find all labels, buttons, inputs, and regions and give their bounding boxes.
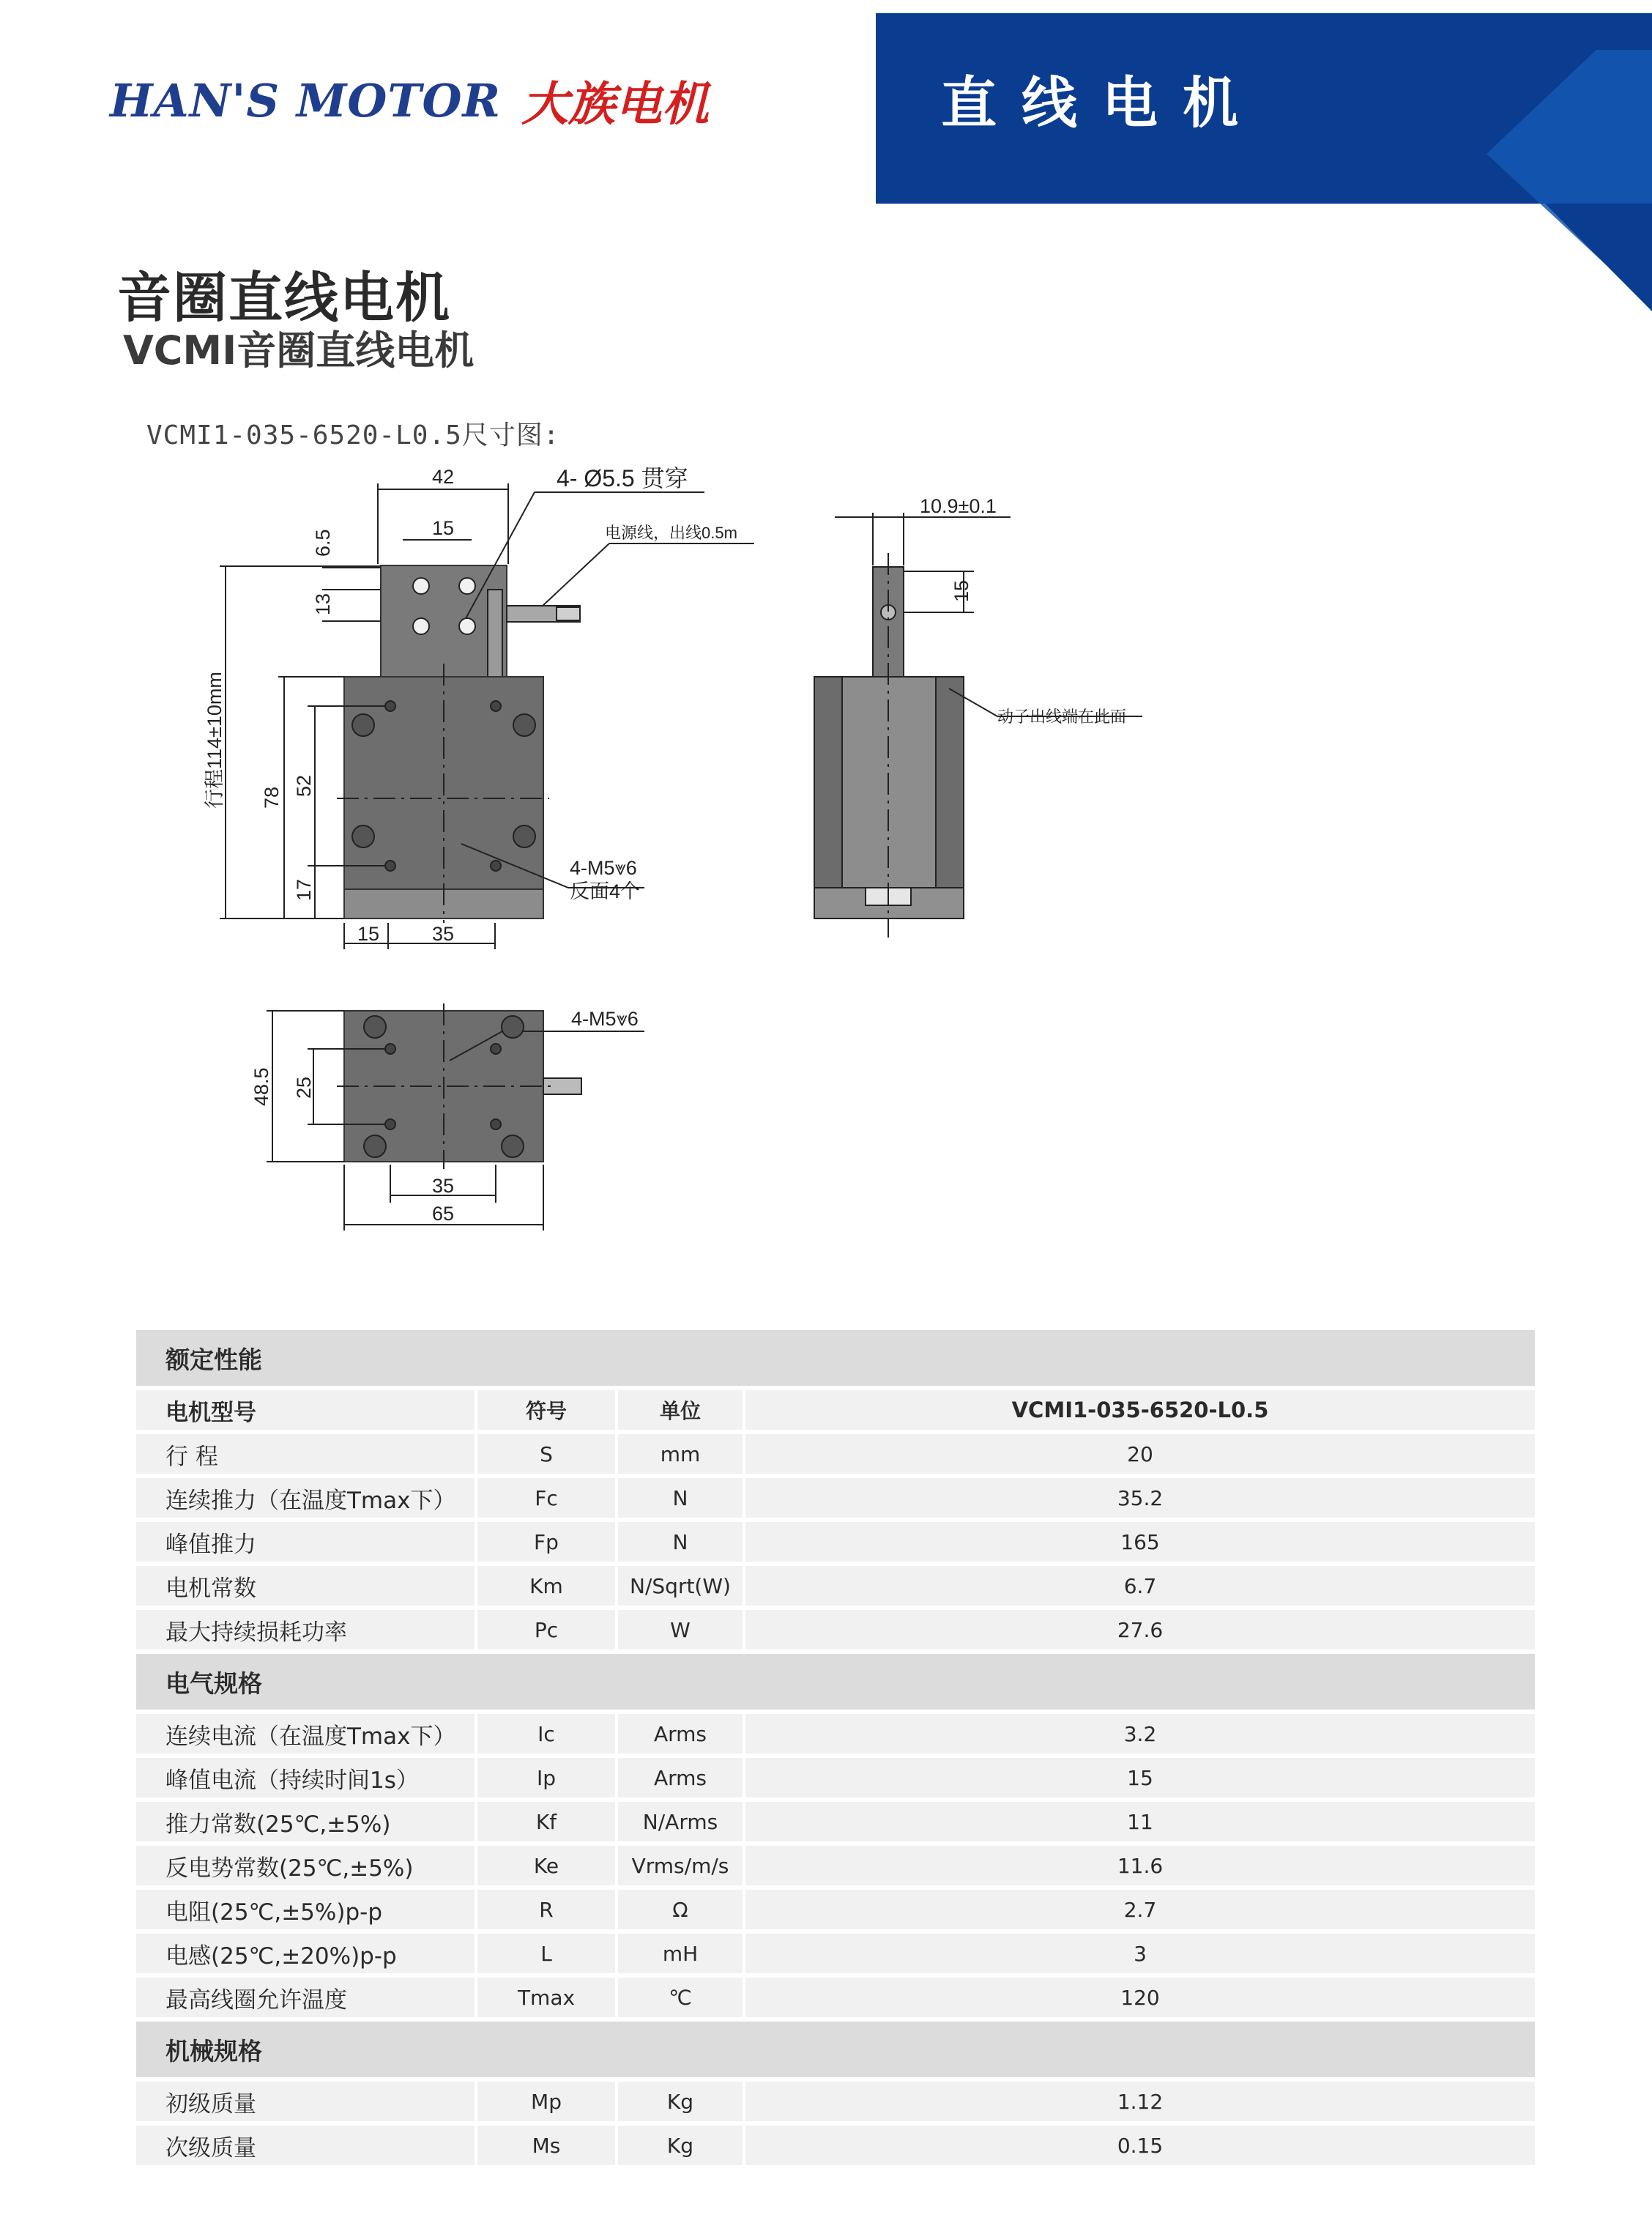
row-symbol: Kf (475, 1802, 615, 1841)
row-value: 2.7 (743, 1890, 1535, 1929)
row-unit: Vrms/m/s (615, 1846, 743, 1885)
row-value: 11.6 (743, 1846, 1535, 1885)
row-name: 次级质量 (136, 2126, 475, 2165)
label-power-cable: 电源线，出线0.5m (605, 524, 737, 542)
row-value: 0.15 (743, 2126, 1535, 2165)
dim-35-bottom: 35 (432, 923, 455, 945)
section-title: 电气规格 (136, 1654, 1535, 1710)
row-name: 最高线圈允许温度 (136, 1978, 475, 2017)
row-name: 电感(25℃,±20%)p-p (136, 1934, 475, 1973)
table-row (136, 1434, 1535, 1474)
row-unit: Kg (615, 2082, 743, 2121)
row-unit: Arms (615, 1714, 743, 1753)
row-value: 3.2 (743, 1714, 1535, 1753)
spec-table (136, 1326, 1535, 2170)
row-name: 连续电流（在温度Tmax下） (136, 1714, 475, 1753)
table-row (136, 1934, 1535, 1973)
row-unit: W (615, 1610, 743, 1649)
row-value: 15 (743, 1758, 1535, 1797)
row-symbol: Ic (475, 1714, 615, 1753)
row-unit: N/Arms (615, 1802, 743, 1841)
label-m5-top: 4-M5⩔6 (571, 1008, 639, 1030)
row-symbol: Tmax (475, 1978, 615, 2017)
row-unit: Ω (615, 1890, 743, 1929)
row-name: 行 程 (136, 1434, 475, 1474)
row-unit: N/Sqrt(W) (615, 1566, 743, 1606)
table-row (136, 2082, 1535, 2121)
dim-25: 25 (293, 1076, 315, 1099)
row-value: 120 (743, 1978, 1535, 2017)
dim-6-5: 6.5 (312, 529, 334, 557)
table-row (136, 1802, 1535, 1841)
section-title: 机械规格 (136, 2022, 1535, 2077)
table-row (136, 1714, 1535, 1753)
dim-35-top-view: 35 (432, 1175, 455, 1197)
row-name: 推力常数(25℃,±5%) (136, 1802, 475, 1841)
row-symbol: R (475, 1890, 615, 1929)
table-row (136, 2126, 1535, 2165)
row-value: 3 (743, 1934, 1535, 1973)
table-row (136, 1846, 1535, 1885)
dim-52: 52 (293, 774, 315, 797)
row-symbol: Ms (475, 2126, 615, 2165)
header-symbol: 符号 (475, 1390, 615, 1430)
row-unit: ℃ (615, 1978, 743, 2017)
row-value: 165 (743, 1522, 1535, 1562)
label-m5-back: 4-M5⩔6 (570, 857, 637, 879)
row-unit: mm (615, 1434, 743, 1474)
row-name: 峰值推力 (136, 1522, 475, 1562)
table-row (136, 1978, 1535, 2017)
row-value: 27.6 (743, 1610, 1535, 1649)
dim-15-top: 15 (432, 517, 455, 539)
row-unit: mH (615, 1934, 743, 1973)
section-title: 额定性能 (136, 1330, 1535, 1386)
row-name: 电机常数 (136, 1566, 475, 1606)
row-name: 初级质量 (136, 2082, 475, 2121)
table-row (136, 1522, 1535, 1562)
table-row (136, 1890, 1535, 1929)
top-view (267, 1003, 644, 1231)
dim-42: 42 (432, 466, 455, 488)
label-mover-exit: 动子出线端在此面 (997, 708, 1127, 726)
row-symbol: Fp (475, 1522, 615, 1562)
row-name: 连续推力（在温度Tmax下） (136, 1478, 475, 1518)
row-unit: Arms (615, 1758, 743, 1797)
row-unit: N (615, 1522, 743, 1562)
dim-13: 13 (312, 593, 334, 615)
row-symbol: Km (475, 1566, 615, 1606)
row-unit: Kg (615, 2126, 743, 2165)
page-subtitle: VCMI音圈直线电机 (123, 327, 475, 374)
row-symbol: S (475, 1434, 615, 1474)
dim-17: 17 (293, 878, 315, 901)
row-symbol: L (475, 1934, 615, 1973)
section-rated-performance (136, 1330, 1535, 1386)
row-name: 电阻(25℃,±5%)p-p (136, 1890, 475, 1929)
drawing-caption: VCMI1-035-6520-L0.5尺寸图: (146, 420, 560, 450)
dim-15-bottom: 15 (357, 923, 380, 945)
row-symbol: Ip (475, 1758, 615, 1797)
section-mechanical-specs (136, 2022, 1535, 2077)
dim-10-9: 10.9±0.1 (920, 495, 997, 517)
row-symbol: Fc (475, 1478, 615, 1518)
row-symbol: Ke (475, 1846, 615, 1885)
header-model: 电机型号 (136, 1390, 475, 1430)
header-unit: 单位 (615, 1390, 743, 1430)
header-model-value: VCMI1-035-6520-L0.5 (743, 1390, 1535, 1430)
row-value: 11 (743, 1802, 1535, 1841)
row-name: 最大持续损耗功率 (136, 1610, 475, 1649)
row-unit: N (615, 1478, 743, 1518)
table-row (136, 1566, 1535, 1606)
dim-65: 65 (432, 1203, 455, 1225)
table-row (136, 1478, 1535, 1518)
table-row (136, 1758, 1535, 1797)
row-symbol: Pc (475, 1610, 615, 1649)
logo-text-cn: 大族电机 (521, 78, 710, 132)
row-symbol: Mp (475, 2082, 615, 2121)
label-through-holes: 4- Ø5.5 贯穿 (557, 465, 688, 491)
logo-text-en: HAN'S MOTOR (110, 73, 502, 127)
label-back-4: 反面4个 (570, 880, 641, 902)
banner-title: 直线电机 (941, 70, 1263, 136)
dim-78: 78 (261, 786, 283, 809)
dim-stroke: 行程114±10mm (204, 672, 226, 809)
dim-48-5: 48.5 (250, 1067, 272, 1106)
row-name: 反电势常数(25℃,±5%) (136, 1846, 475, 1885)
section-electrical-specs (136, 1654, 1535, 1710)
table-row (136, 1610, 1535, 1649)
page-title: 音圈直线电机 (117, 267, 451, 330)
table-header-row (136, 1390, 1535, 1430)
row-value: 6.7 (743, 1566, 1535, 1606)
row-name: 峰值电流（持续时间1s） (136, 1758, 475, 1797)
dim-15-side: 15 (950, 579, 972, 602)
row-value: 20 (743, 1434, 1535, 1474)
row-value: 35.2 (743, 1478, 1535, 1518)
row-value: 1.12 (743, 2082, 1535, 2121)
